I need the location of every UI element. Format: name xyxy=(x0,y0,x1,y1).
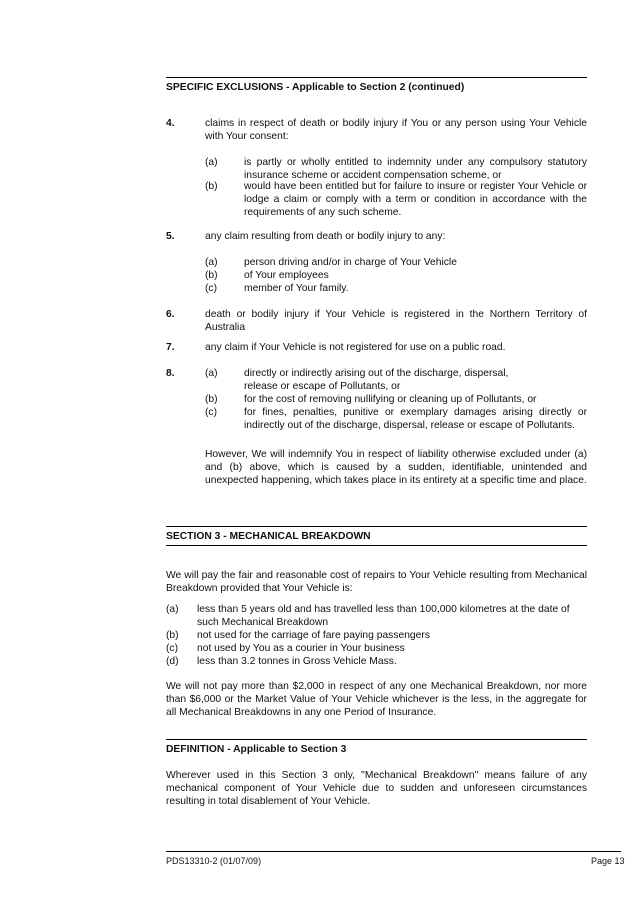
section3-underline xyxy=(166,545,587,546)
item-8a-text: directly or indirectly arising out of the discharge, dispersal, release or escape of Pollutants, or xyxy=(244,368,509,392)
item-5b-label: (b) xyxy=(205,270,218,281)
item-5-number: 5. xyxy=(166,231,175,242)
item-5a-text: person driving and/or in charge of Your Vehicle xyxy=(244,257,457,268)
item-5b-text: of Your employees xyxy=(244,270,329,281)
item-8-number: 8. xyxy=(166,368,175,379)
item-8b-text: for the cost of removing nullifying or cleaning up of Pollutants, or xyxy=(244,394,537,405)
condition-a-label: (a) xyxy=(166,604,179,615)
definition-rule xyxy=(166,739,587,740)
item-6-text: death or bodily injury if Your Vehicle is registered in the Northern Territory of Australia xyxy=(205,309,587,333)
condition-a-text: less than 5 years old and has travelled less than 100,000 kilometres at the date of such Mechanical Breakdown xyxy=(197,604,570,628)
item-8b-label: (b) xyxy=(205,394,218,405)
section3-rule xyxy=(166,526,587,527)
item-5a-label: (a) xyxy=(205,257,218,268)
footer-doc-code: PDS13310-2 (01/07/09) xyxy=(166,856,262,866)
item-7-number: 7. xyxy=(166,342,175,353)
section3-intro: We will pay the fair and reasonable cost of repairs to Your Vehicle resulting from Mechanical Breakdown provided that Your Vehicle is: xyxy=(166,570,587,594)
condition-b-label: (b) xyxy=(166,630,179,641)
item-8-note: However, We will indemnify You in respect of liability otherwise excluded under (a) and (b) above, which is caused by a sudden, identifiable, unintended and unexpected happening, which takes place in its entirety at a specific time and place. xyxy=(205,449,587,486)
item-4a-text: is partly or wholly entitled to indemnity under any compulsory statutory insurance scheme or accident compensation scheme, or xyxy=(244,157,587,181)
item-5c-label: (c) xyxy=(205,283,218,294)
item-4a-label: (a) xyxy=(205,157,218,168)
condition-d-text: less than 3.2 tonnes in Gross Vehicle Mass. xyxy=(197,656,397,667)
item-6-number: 6. xyxy=(166,309,175,320)
exclusions-heading: SPECIFIC EXCLUSIONS - Applicable to Section 2 (continued) xyxy=(166,82,465,93)
item-8a-label: (a) xyxy=(205,368,218,379)
condition-c-label: (c) xyxy=(166,643,179,654)
footer-page-number: Page 13 xyxy=(591,856,625,866)
section3-limit: We will not pay more than $2,000 in respect of any one Mechanical Breakdown, nor more than $6,000 or the Market Value of Your Vehicle whichever is the less, in the aggregate for all Mechanical Breakdowns in any one Period of Insurance. xyxy=(166,681,587,718)
item-4-text: claims in respect of death or bodily injury if You or any person using Your Vehicle with Your consent: xyxy=(205,118,587,142)
item-4-number: 4. xyxy=(166,118,175,129)
top-rule xyxy=(166,77,587,78)
item-8c-label: (c) xyxy=(205,407,218,418)
item-8c-text: for fines, penalties, punitive or exemplary damages arising directly or indirectly out of the discharge, dispersal, release or escape of Pollutants. xyxy=(244,407,587,431)
section3-heading: SECTION 3 - MECHANICAL BREAKDOWN xyxy=(166,531,371,542)
item-4b-label: (b) xyxy=(205,181,218,192)
item-5-text: any claim resulting from death or bodily injury to any: xyxy=(205,231,446,242)
item-5c-text: member of Your family. xyxy=(244,283,349,294)
definition-text: Wherever used in this Section 3 only, "Mechanical Breakdown" means failure of any mechanical component of Your Vehicle due to sudden and unforeseen circumstances resulting in total disablement of Your Vehicle. xyxy=(166,770,587,807)
item-7-text: any claim if Your Vehicle is not registered for use on a public road. xyxy=(205,342,506,353)
condition-c-text: not used by You as a courier in Your business xyxy=(197,643,405,654)
condition-d-label: (d) xyxy=(166,656,179,667)
footer-rule xyxy=(166,851,621,852)
condition-b-text: not used for the carriage of fare paying passengers xyxy=(197,630,430,641)
item-4b-text: would have been entitled but for failure to insure or register Your Vehicle or lodge a claim or comply with a term or condition in accordance with the requirements of any such scheme. xyxy=(244,181,587,218)
definition-heading: DEFINITION - Applicable to Section 3 xyxy=(166,744,347,755)
